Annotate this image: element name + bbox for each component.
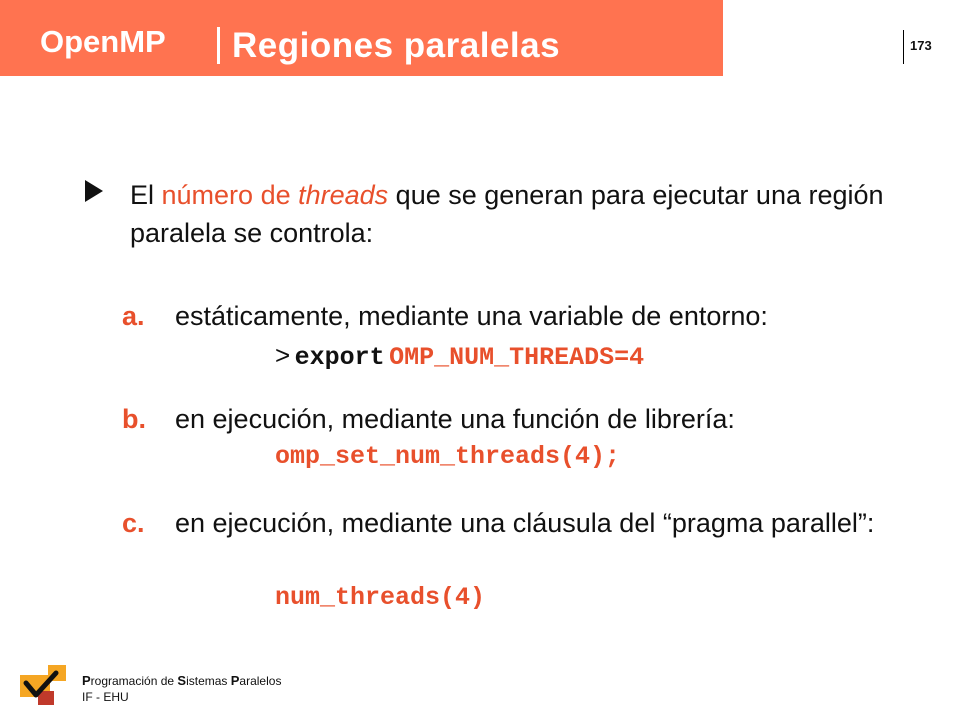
checkmark-logo-icon [20,665,68,707]
item-a-var: OMP_NUM_THREADS=4 [389,343,645,372]
item-b-code-text: omp_set_num_threads(4); [275,442,621,471]
item-b-text: en ejecución, mediante una función de librería: [175,404,735,434]
page-title: Regiones paralelas [232,26,561,65]
header-separator [217,27,220,64]
footer-line2: IF - EHU [82,690,129,704]
intro-part2: número de [161,180,299,210]
item-b-letter: b. [122,404,146,434]
item-a-letter: a. [122,301,145,331]
item-c-code-text: num_threads(4) [275,583,486,612]
item-c-letter: c. [122,508,145,538]
item-a-code [275,340,644,372]
intro-part4: que se generan para ejecutar una región paralela se controla: [130,180,884,248]
app-name: OpenMP [40,24,166,59]
intro-part3: threads [298,180,389,210]
intro-part1: El [130,180,162,210]
item-c-code [275,583,485,612]
page-number: 173 [910,38,932,53]
item-b-code [275,442,620,471]
footer-course [82,673,281,705]
item-a-prompt: > [275,340,291,370]
item-a-cmd: export [294,343,385,372]
item-a-text: estáticamente, mediante una variable de entorno: [175,301,768,331]
intro-paragraph [130,176,890,252]
bullet-arrow-icon [85,180,103,202]
footer-line1: Programación de Sistemas Paralelos [82,673,282,688]
page-number-separator [903,30,904,64]
item-c-text: en ejecución, mediante una cláusula del “pragma parallel”: [175,508,875,538]
